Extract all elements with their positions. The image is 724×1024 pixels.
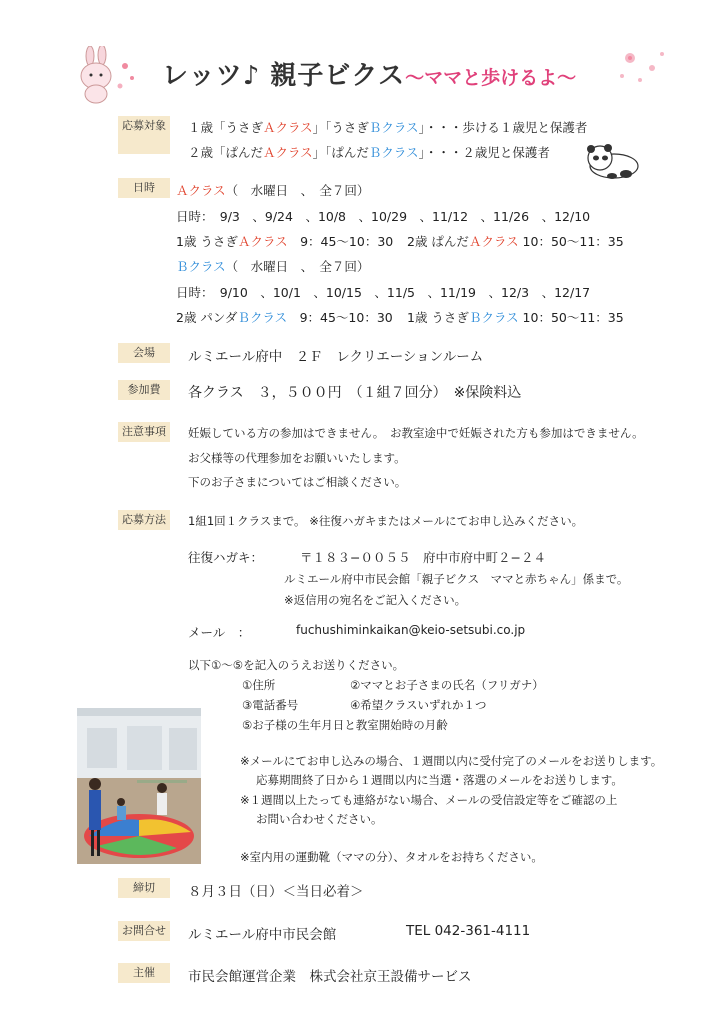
target-line-1: １歳「うさぎＡクラス」「うさぎＢクラス」・・・歩ける１歳児と保護者	[188, 120, 588, 135]
class-a-heading: Ａクラス（ 水曜日 、 全７回）	[176, 183, 370, 198]
mail-note-4: お問い合わせください。	[256, 812, 383, 826]
postcard-recipient: ルミエール府中市民会館「親子ビクス ママと赤ちゃん」係まで。	[284, 572, 629, 586]
postcard-address: 〒１８３−００５５ 府中市府中町２−２４	[300, 550, 546, 565]
class-b-times: 2歳 パンダＢクラス 9：45〜10：30	[176, 310, 393, 325]
contact-tel[interactable]: TEL 042-361-4111	[406, 923, 531, 939]
fee-text: 各クラス ３，５００円 （１組７回分） ※保険料込	[188, 385, 522, 401]
apply-label: 応募方法	[118, 510, 170, 530]
fee-label: 参加費	[118, 380, 170, 400]
contact-label: お問合せ	[118, 921, 170, 941]
organizer-text: 市民会館運営企業 株式会社京王設備サービス	[188, 969, 472, 985]
target-line-2: ２歳「ぱんだＡクラス」「ぱんだＢクラス」・・・２歳児と保護者	[188, 145, 550, 160]
class-a-times-2: 2歳 ぱんだＡクラス 10：50〜11：35	[407, 234, 624, 249]
notes-label: 注意事項	[118, 422, 170, 442]
mail-note-1: ※メールにてお申し込みの場合、１週間以内に受付完了のメールをお送りします。	[240, 754, 663, 768]
class-a-times: 1歳 うさぎＡクラス 9：45〜10：30	[176, 234, 394, 249]
item-3: ③電話番号	[242, 698, 299, 712]
notes-line-1: 妊娠している方の参加はできません。 お教室途中で妊娠された方も参加はできません。	[188, 426, 644, 440]
item-5: ⑤お子様の生年月日と教室開始時の月齢	[242, 718, 448, 732]
rabbit-illustration	[70, 46, 140, 104]
class-a-dates: 日時： 9/3 、9/24 、10/8 、10/29 、11/12 、11/26 、12/10	[176, 209, 591, 224]
postcard-note: ※返信用の宛名をご記入ください。	[284, 593, 467, 607]
panda-illustration	[582, 140, 642, 180]
items-intro: 以下①〜⑤を記入のうえお送りください。	[188, 658, 405, 672]
item-2: ②ママとお子さまの氏名（フリガナ）	[350, 678, 544, 692]
venue-text: ルミエール府中 ２Ｆ レクリエーションルーム	[188, 349, 484, 365]
postcard-label: 往復ハガキ：	[188, 550, 264, 565]
schedule-label: 日時	[118, 178, 170, 198]
venue-label: 会場	[118, 343, 170, 363]
item-1: ①住所	[242, 678, 276, 692]
organizer-label: 主催	[118, 963, 170, 983]
page-title: レッツ♪ 親子ビクス〜ママと歩けるよ〜	[162, 61, 577, 91]
mail-label: メール ：	[188, 625, 251, 640]
mail-note-2: 応募期間終了日から１週間以内に当選・落選のメールをお送りします。	[256, 773, 623, 787]
notes-line-2: お父様等の代理参加をお願いいたします。	[188, 451, 406, 465]
page-subtitle: 〜ママと歩けるよ〜	[405, 67, 577, 89]
item-4: ④希望クラスいずれか１つ	[350, 698, 487, 712]
class-b-dates: 日時： 9/10 、10/1 、10/15 、11/5 、11/19 、12/3 、12/17	[176, 285, 591, 300]
class-photo	[77, 708, 201, 864]
mail-address[interactable]: fuchushiminkaikan@keio-setsubi.co.jp	[296, 623, 526, 637]
target-label: 応募対象	[118, 116, 170, 154]
class-b-heading: Ｂクラス（ 水曜日 、 全７回）	[176, 259, 370, 274]
flower-decoration	[612, 46, 672, 86]
class-b-times-2: 1歳 うさぎＢクラス 10：50〜11：35	[407, 310, 624, 325]
apply-line-1: 1組1回１クラスまで。 ※往復ハガキまたはメールにてお申し込みください。	[188, 514, 584, 528]
deadline-text: ８月３日（日）＜当日必着＞	[188, 884, 364, 900]
notes-line-3: 下のお子さまについてはご相談ください。	[188, 475, 407, 489]
mail-note-3: ※１週間以上たっても連絡がない場合、メールの受信設定等をご確認の上	[240, 793, 618, 807]
shoes-note: ※室内用の運動靴（ママの分）、タオルをお持ちください。	[240, 850, 543, 864]
contact-name: ルミエール府中市民会館	[188, 927, 337, 943]
deadline-label: 締切	[118, 878, 170, 898]
